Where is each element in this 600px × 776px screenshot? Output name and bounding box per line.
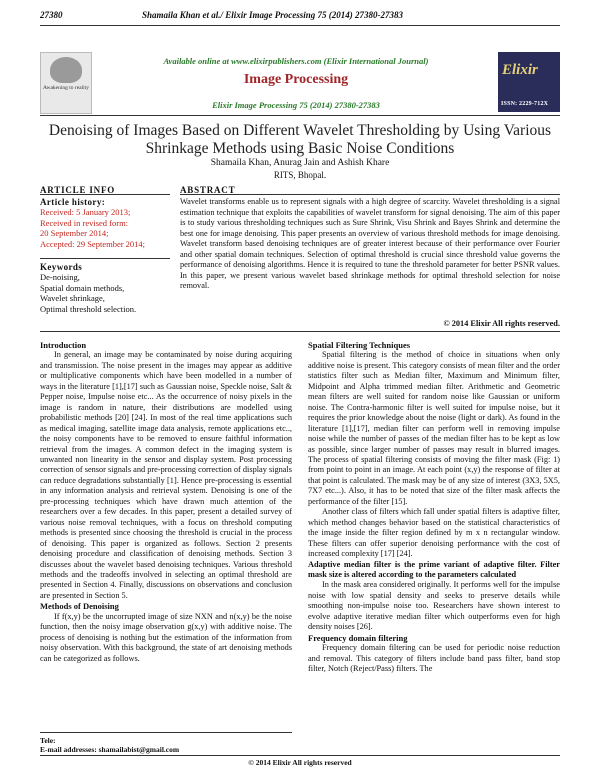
right-column	[308, 340, 560, 675]
footer-copyright: © 2014 Elixir All rights reserved	[248, 758, 352, 767]
section-heading-frequency: Frequency domain filtering	[308, 632, 408, 643]
logo-caption: Awakening to reality	[43, 85, 89, 91]
adaptive-text: In the mask area considered originally. It performs well for the impulse noise with low spatial density and seeks to preserve details while smoothing non-impulse noise too. Researchers have shown interest to evolve adaptive iterative median filter which outperforms even for high density noises [26].	[308, 580, 560, 632]
paper-affiliation: RITS, Bhopal.	[273, 170, 327, 180]
introduction-text: In general, an image may be contaminated by noise during acquiring and transmission. The noise present in the images may appear as additive or multiplicative components which have been modelled in a number of ways in the literature [1],[17] such as Gaussian noise, Speckle noise, Salt & Pepper noise, Impulse noise etc... As the occurrence of noisy pixels in the image is random in nature, their distributions are modelled using probabilistic methods [20] [24]. In most of the real time applications such as medical imaging, satellite image data analysis, remote applications etc.., the noisy components have to be removed to ensure faithful information retrieval from the images. A common defect in the imaging system is unwanted non linearity in the sensor and display system. Post processing correction of sensor signals and pre-processing correction of display signals can reduce degradations substantially [1]. Hence pre-processing is essential in any information analysis and retrieval system. Denoising is one of the pre-processing techniques which have drawn much attention of the researchers over a few decades. In this paper, present a detailed survey of various noise removal techniques, with a focus on threshold computing methods is presented since choosing the threshold is crucial in the process of denoising. This paper is organized as follows. Section 2 presents denoising procedure and classification of denoising methods. Section 3 discusses about the wavelet based denoising techniques. Various threshold methods and the tradeoffs involved in selecting an optimal threshold are presented in Section 4. Finally, discussions on observations and conclusion are presented in Section 5.	[40, 350, 292, 600]
abstract-copyright: © 2014 Elixir All rights reserved.	[443, 319, 560, 328]
tele-label: Tele:	[40, 736, 56, 745]
paper-authors: Shamaila Khan, Anurag Jain and Ashish Khare	[210, 158, 390, 168]
spatial-paragraph-2: Another class of filters which fall under spatial filters is adaptive filter, which method changes behavior based on the statistical characteristics of the image inside the filter region defined by m x n rectangular window. These filters can offer superior denoising performance with the cost of increased complexity [17] [24].	[308, 507, 560, 559]
frequency-text: Frequency domain filtering can be used for periodic noise reduction and removal. This category of filters include band pass filter, band stop filter, Notch (Reject/Pass) filters. The	[308, 643, 560, 674]
section-heading-introduction: Introduction	[40, 340, 87, 350]
keyword: De-noising,	[40, 272, 80, 282]
journal-name: Image Processing	[243, 72, 349, 87]
history-label: Article history:	[40, 197, 106, 207]
publisher-logo	[40, 52, 92, 114]
running-head	[40, 10, 560, 22]
history-item: Received: 5 January 2013;	[40, 207, 131, 217]
history-item: 20 September 2014;	[40, 228, 109, 238]
elixir-logo-issn: ISSN: 2229-712X	[501, 101, 549, 107]
spatial-paragraph-1: Spatial filtering is the method of choice in situations when only additive noise is present. This category consists of mean filter and the order statistics filter such as Median filter, Maximum and Minimum filter, Midpoint and Alpha trimmed median filter. Arithmetic and Geometric mean filters are well suited for random noise like Gaussian or uniform noise. The Contra-harmonic filter is well suited for impulse noise, but it requires the prior knowledge about the noise (light or dark). As found in the literature [1],[17], median filter can perform well in removing impulse noise while the number of passes of the median filter has to be kept as low as possible, since larger number of passes may result in blurred images. The process of spatial filtering consists of moving the filter mask (Fig: 1) from point to point in an image. At each point (x,y) the response of filter at that point is calculated. The mask may be of any size of interest (3X3, 5X5, 7X7 etc...). Also, it has to be noted that size of the filter mask affects the performance of the filter [15].	[308, 350, 560, 506]
footer-rule	[40, 755, 560, 756]
abstract-text: Wavelet transforms enable us to represent signals with a high degree of scarcity. Wavelet thresholding is a signal estimation technique that exploits the capabilities of wavelet transform for signal denoising. The aim of this paper is to study various thresholding techniques such as Sure Shrink, Visu Shrink and Bayes Shrink and determine the best one for image denoising. This paper presents an overview of various threshold methods for image denoising. Wavelet transform based denoising techniques are of greater interest because of their performance over Fourier and other spatial domain techniques. Selection of optimal threshold is crucial since threshold value governs the performance of denoising algorithms. Hence it is required to tune the threshold parameter for better PSNR values. In this paper, we present various wavelet based shrinkage methods for optimal threshold selection for noise removal.	[180, 197, 560, 290]
abstract-rule	[180, 194, 560, 195]
body-rule	[40, 331, 560, 332]
running-citation: Shamaila Khan et al./ Elixir Image Processing 75 (2014) 27380-27383	[142, 10, 404, 20]
page-number: 27380	[40, 10, 63, 20]
keyword: Optimal threshold selection.	[40, 303, 137, 314]
email-address: E-mail addresses: shamailabist@gmail.com	[40, 745, 180, 754]
left-column	[40, 340, 292, 664]
keywords-block	[40, 262, 172, 314]
keyword: Wavelet shrinkage,	[40, 293, 105, 303]
keywords-label: Keywords	[40, 262, 83, 272]
tree-icon	[50, 57, 82, 83]
section-heading-spatial: Spatial Filtering Techniques	[308, 340, 411, 350]
paper-title: Denoising of Images Based on Different Wavelet Thresholding by Using Various Shrinkage Methods using Basic Noise Conditions	[48, 122, 552, 157]
history-item: Received in revised form:	[40, 217, 129, 228]
footnote-rule	[40, 732, 292, 733]
abstract-heading: ABSTRACT	[180, 185, 236, 195]
section-heading-methods: Methods of Denoising	[40, 601, 119, 612]
article-info-heading: ARTICLE INFO	[40, 185, 116, 195]
keywords-rule	[40, 258, 170, 259]
methods-text: If f(x,y) be the uncorrupted image of size NXN and n(x,y) be the noise function, then the noisy image observation g(x,y) with additive noise. The process of denoising is nothing but the estimation of the information from noisy observation. With this background, the state of art denoising methods can be categorized as follows.	[40, 611, 292, 663]
article-history	[40, 197, 172, 249]
article-info-rule	[40, 194, 170, 195]
history-item: Accepted: 29 September 2014;	[40, 238, 146, 249]
elixir-logo-word: Elixir	[502, 62, 538, 78]
journal-availability: Available online at www.elixirpublishers.com (Elixir International Journal)	[163, 56, 429, 66]
masthead-rule	[40, 115, 560, 116]
adaptive-bold-text: Adaptive median filter is the prime variant of adaptive filter. Filter mask size is altered according to the parameters calculated	[308, 559, 560, 579]
keyword: Spatial domain methods,	[40, 282, 125, 293]
elixir-logo	[498, 52, 560, 112]
journal-citation: Elixir Image Processing 75 (2014) 27380-27383	[212, 100, 380, 110]
header-rule	[40, 25, 560, 26]
